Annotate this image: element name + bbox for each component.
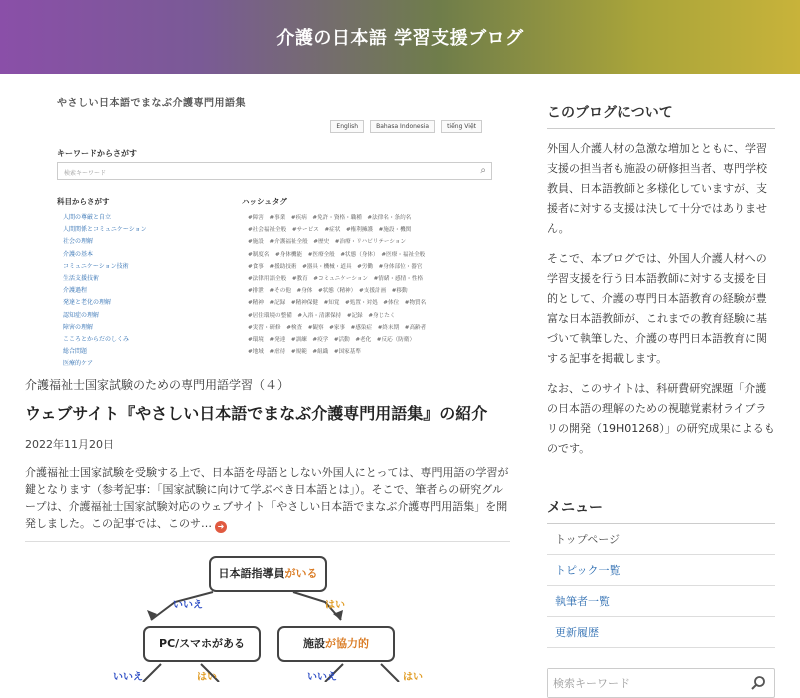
post-title[interactable]: ウェブサイト『やさしい日本語でまなぶ介護専門用語集』の紹介 xyxy=(25,404,488,423)
sidebar-menu xyxy=(547,524,775,648)
screenshot-hashtag-line: #障害 #事業 #疾病 #免許・資格・職種 #法律名・条約名 xyxy=(248,215,412,221)
arrow-right-circle-icon[interactable]: ➜ xyxy=(215,521,227,533)
menu-item-history[interactable]: 更新履歴 xyxy=(547,617,775,648)
screenshot-keyword-placeholder: 検索キーワード xyxy=(64,170,107,177)
post-featured-image[interactable] xyxy=(25,74,510,374)
screenshot-subject-item: 社会の理解 xyxy=(63,238,94,246)
post-date: 2022年11月20日 xyxy=(25,438,114,451)
screenshot-search-icon: ⌕ xyxy=(480,165,486,176)
flow-node-device: PC/スマホがある xyxy=(143,626,261,662)
flow-label-yes: はい xyxy=(325,600,345,611)
screenshot-subject-item: 認知症の理解 xyxy=(63,311,100,319)
flow-node-facility xyxy=(277,626,395,662)
screenshot-hashtag-line: #制度名 #身体機能 #医療全般 #状態（身体） #医療・福祉全般 xyxy=(248,251,426,258)
screenshot-subject-item: 生活支援技術 xyxy=(63,275,100,283)
about-paragraph: 外国人介護人材の急激な増加とともに、学習支援の担当者も施設の研修担当者、専門学校教員、日本語教師と多様化していますが、支援者に対する支援は決して十分ではありません。 xyxy=(547,142,767,235)
post-excerpt xyxy=(25,464,510,533)
screenshot-hashtag-line: #施設 #介護福祉全般 #歴史 #治療・リハビリテーション xyxy=(248,239,407,246)
search-input[interactable] xyxy=(548,669,738,697)
screenshot-subject-item: 人間関係とコミュニケーション xyxy=(63,226,147,234)
screenshot-subject-item: 介護過程 xyxy=(63,287,88,295)
screenshot-hashtag-line: #社会福祉全般 #サービス #症状 #権利擁護 #施設・機関 xyxy=(248,227,412,234)
screenshot-subject-item: 介護の基本 xyxy=(63,250,94,258)
screenshot-subject-heading: 科目からさがす xyxy=(57,197,110,206)
about-paragraph: なお、このサイトは、科研費研究課題「介護の日本語の理解のための視聴覚素材ライブラリの開発（19H01268）」の研究成果によるものです。 xyxy=(547,382,775,455)
screenshot-hashtag-column xyxy=(242,196,502,358)
screenshot-subject-item: こころとからだのしくみ xyxy=(63,336,130,344)
screenshot-hashtag-line: #精神 #記録 #精神保健 #知覚 #処置・対処 #体位 #物質名 xyxy=(248,300,427,307)
screenshot-subject-list xyxy=(57,212,217,371)
screenshot-keyword-label: キーワードからさがす xyxy=(57,149,137,158)
screenshot-subject-item: 障害の理解 xyxy=(63,323,94,331)
screenshot-site-title: やさしい日本語でまなぶ介護専門用語集 xyxy=(57,98,246,109)
screenshot-hashtag-heading: ハッシュタグ xyxy=(242,197,287,206)
screenshot-hashtag-line: #法律用語全般 #教育 #コミュニケーション #情緒・感情・性格 xyxy=(248,276,424,283)
flow-label-no-3: いいえ xyxy=(307,672,337,683)
site-header xyxy=(0,0,800,74)
about-heading: このブログについて xyxy=(547,102,775,129)
screenshot-subject-item: 人間の尊厳と自立 xyxy=(63,214,112,221)
about-section xyxy=(547,139,775,459)
site-title[interactable]: 介護の日本語 学習支援ブログ xyxy=(276,28,524,49)
flowchart-image xyxy=(25,542,510,682)
post-category: 介護福祉士国家試験のための専門用語学習（４） xyxy=(25,378,290,392)
screenshot-hashtag-line: #実習・研修 #検査 #観察 #家事 #感染症 #終末期 #高齢者 xyxy=(248,324,427,331)
screenshot-hashtag-line: #食事 #援助技術 #器具・機械・道具 #労働 #身体部位・器官 xyxy=(248,263,423,270)
menu-item-topics[interactable]: トピック一覧 xyxy=(547,555,775,586)
flow-label-yes-2: はい xyxy=(197,672,217,683)
screenshot-hashtag-line: #居住環境の整備 #入浴・清潔保持 #記録 #身じたく xyxy=(248,312,396,319)
screenshot-subject-item: 総合問題 xyxy=(63,348,88,356)
screenshot-lang-button: tiếng Việt xyxy=(441,120,482,133)
screenshot-subject-item: 医療的ケア xyxy=(63,360,94,368)
screenshot-lang-button: English xyxy=(330,120,364,133)
flow-node-facility-a: 施設 xyxy=(303,637,325,650)
flow-node-instructor xyxy=(209,556,327,592)
menu-item-top[interactable]: トップページ xyxy=(547,524,775,555)
post-excerpt-text: 介護福祉士国家試験を受験する上で、日本語を母語としない外国人にとっては、専門用語の学習が鍵となります（参考記事：「国家試験に向けて学ぶべき日本語とは」）。そこで、筆者らの研究グループは、介護福祉士国家試験対応のウェブサイト「やさしい日本語でまなぶ介護専門用語集」を開発しました。この記事では、このサ… xyxy=(25,466,509,530)
screenshot-keyword-box xyxy=(57,162,492,180)
flow-node-facility-b: が協力的 xyxy=(325,637,369,650)
screenshot-hashtag-line: #環境 #発達 #訓練 #疫学 #活動 #老化 #反応（防衛） xyxy=(248,337,416,344)
main-content xyxy=(25,74,510,682)
screenshot-subject-column xyxy=(57,196,217,371)
screenshot-hashtag-list xyxy=(242,212,502,358)
screenshot-hashtag-line: #排泄 #その他 #身体 #状態（精神） #支援計画 #移動 xyxy=(248,288,408,295)
menu-item-authors[interactable]: 執筆者一覧 xyxy=(547,586,775,617)
about-paragraph: そこで、本ブログでは、外国人介護人材への学習支援を行う日本語教師に対する支援を目的として、介護の専門日本語教育の経験が豊富な日本語教師が、これまでの教育経験に基づいて執筆した、介護の専門日本語教育に関する記事を掲載します。 xyxy=(547,252,767,365)
screenshot-subject-item: 発達と老化の理解 xyxy=(63,299,112,307)
screenshot-subject-item: コミュニケーション技術 xyxy=(63,262,129,270)
flow-label-yes-3: はい xyxy=(403,672,423,683)
sidebar-search xyxy=(547,668,775,698)
flow-node-instructor-a: 日本語指導員 xyxy=(218,567,285,580)
search-icon[interactable] xyxy=(750,675,766,691)
screenshot-language-buttons xyxy=(330,120,482,133)
flow-label-no-2: いいえ xyxy=(113,672,143,683)
screenshot-hashtag-line: #地域 #虐待 #規範 #組織 #国家基準 xyxy=(248,349,361,356)
menu-heading: メニュー xyxy=(547,497,775,524)
screenshot-lang-button: Bahasa Indonesia xyxy=(370,120,435,133)
flow-node-instructor-b: がいる xyxy=(284,567,318,580)
flow-label-no: いいえ xyxy=(173,600,203,611)
sidebar xyxy=(547,74,775,698)
